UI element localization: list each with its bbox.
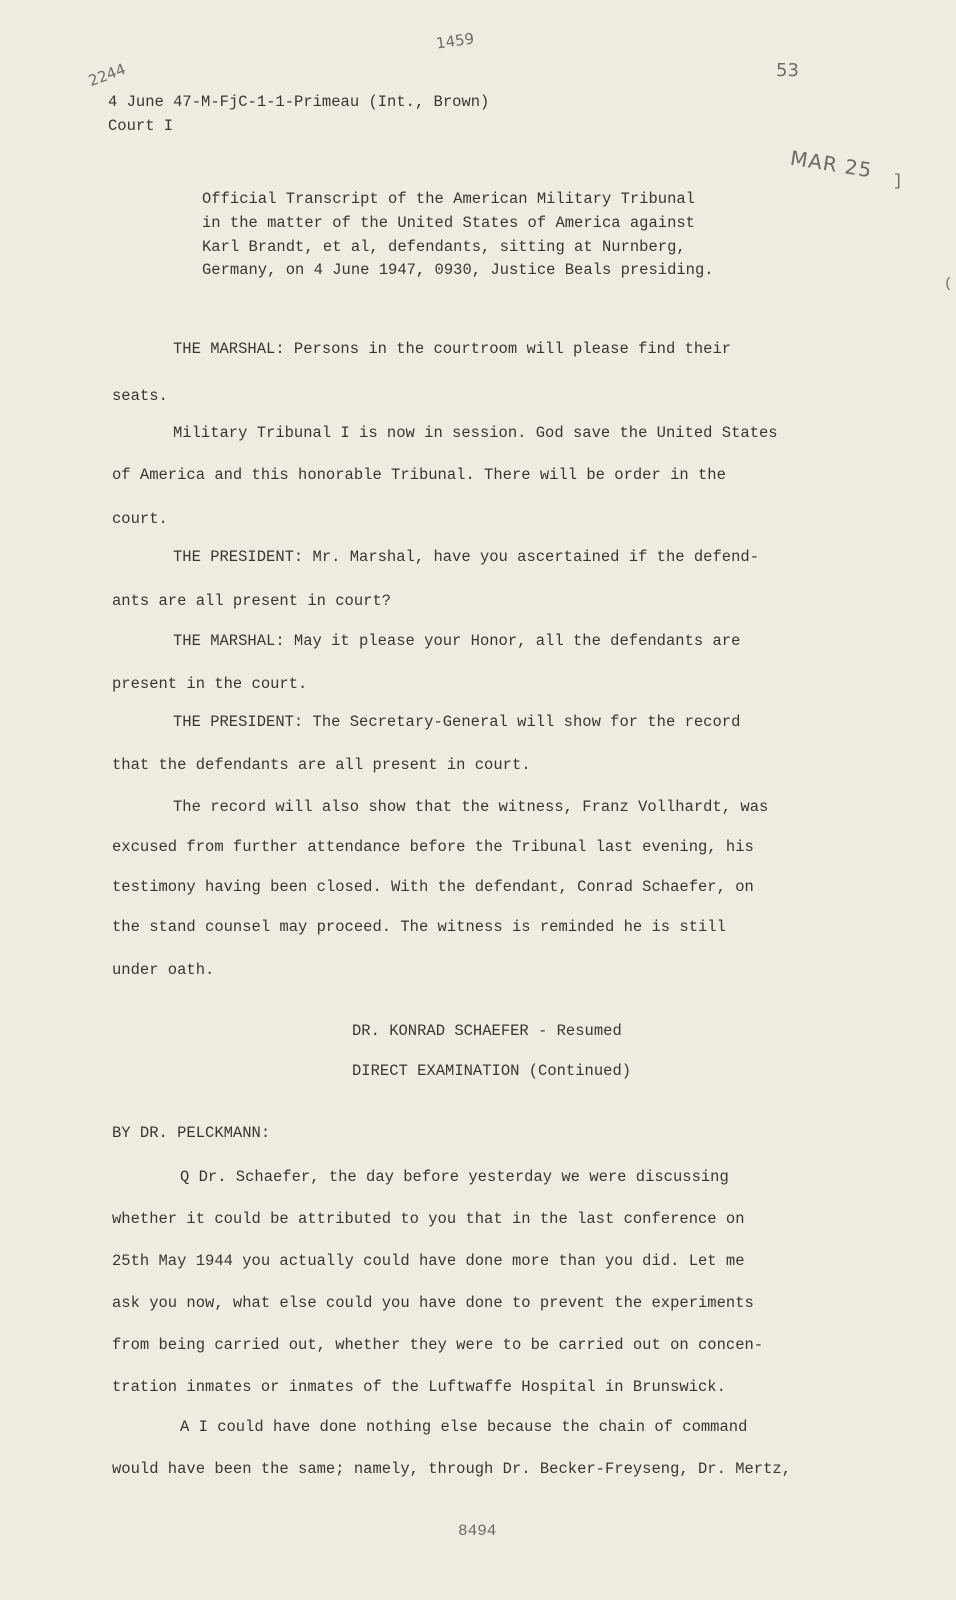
question-line: whether it could be attributed to you that in the last conference on xyxy=(112,1210,745,1228)
body-line: THE MARSHAL: May it please your Honor, all the defendants are xyxy=(173,632,741,650)
header-line-2: Court I xyxy=(108,117,174,135)
handwritten-number-top: 1459 xyxy=(434,29,476,53)
date-stamp: MAR 25 xyxy=(788,145,875,183)
question-line: ask you now, what else could you have done to prevent the experiments xyxy=(112,1294,754,1312)
body-line: excused from further attendance before the Tribunal last evening, his xyxy=(112,838,754,856)
bracket-mark: ] xyxy=(893,172,903,190)
body-line: court. xyxy=(112,510,168,528)
answer-line: would have been the same; namely, through Dr. Becker-Freyseng, Dr. Mertz, xyxy=(112,1460,792,1478)
header-line-1: 4 June 47-M-FjC-1-1-Primeau (Int., Brown) xyxy=(108,93,490,111)
body-line: Military Tribunal I is now in session. God save the United States xyxy=(173,424,778,442)
caption-line: Karl Brandt, et al, defendants, sitting at Nurnberg, xyxy=(202,238,686,256)
body-line: testimony having been closed. With the defendant, Conrad Schaefer, on xyxy=(112,878,754,896)
body-line: THE PRESIDENT: Mr. Marshal, have you ascertained if the defend- xyxy=(173,548,759,566)
caption-line: in the matter of the United States of America against xyxy=(202,214,695,232)
examination-heading: DIRECT EXAMINATION (Continued) xyxy=(352,1062,632,1080)
page-number: 8494 xyxy=(458,1522,497,1540)
caption-line: Germany, on 4 June 1947, 0930, Justice Beals presiding. xyxy=(202,261,714,279)
handwritten-number-left: 2244 xyxy=(86,60,129,90)
body-line: THE MARSHAL: Persons in the courtroom will please find their xyxy=(173,340,732,358)
body-line: of America and this honorable Tribunal. There will be order in the xyxy=(112,466,726,484)
caption-line: Official Transcript of the American Military Tribunal xyxy=(202,190,695,208)
body-line: under oath. xyxy=(112,961,215,979)
witness-heading: DR. KONRAD SCHAEFER - Resumed xyxy=(352,1022,622,1040)
handwritten-mark-right: 53 xyxy=(776,60,799,81)
body-line: that the defendants are all present in court. xyxy=(112,756,531,774)
body-line: The record will also show that the witness, Franz Vollhardt, was xyxy=(173,798,769,816)
question-line: tration inmates or inmates of the Luftwaffe Hospital in Brunswick. xyxy=(112,1378,726,1396)
question-line: Q Dr. Schaefer, the day before yesterday we were discussing xyxy=(180,1168,729,1186)
body-line: THE PRESIDENT: The Secretary-General will show for the record xyxy=(173,713,741,731)
edge-mark: ( xyxy=(944,276,953,292)
examiner-line: BY DR. PELCKMANN: xyxy=(112,1124,271,1142)
body-line: the stand counsel may proceed. The witness is reminded he is still xyxy=(112,918,726,936)
body-line: present in the court. xyxy=(112,675,308,693)
body-line: seats. xyxy=(112,387,168,405)
question-line: 25th May 1944 you actually could have done more than you did. Let me xyxy=(112,1252,745,1270)
answer-line: A I could have done nothing else because the chain of command xyxy=(180,1418,748,1436)
question-line: from being carried out, whether they were to be carried out on concen- xyxy=(112,1336,764,1354)
body-line: ants are all present in court? xyxy=(112,592,392,610)
